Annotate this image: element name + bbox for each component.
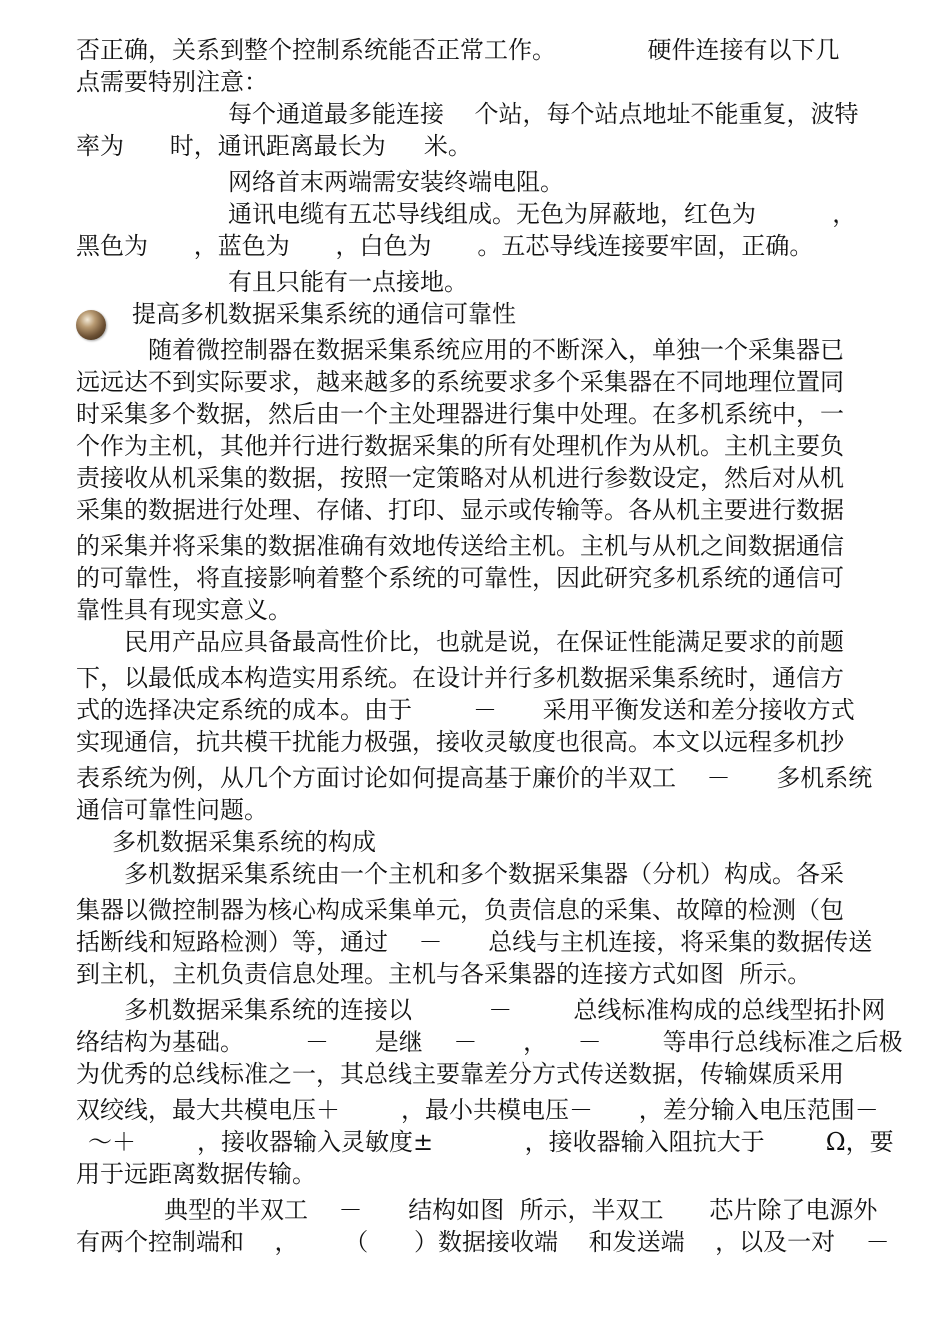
text-line: 的可靠性，将直接影响着整个系统的可靠性，因此研究多机系统的通信可	[76, 564, 844, 592]
text-line: 个作为主机，其他并行进行数据采集的所有处理机作为从机。主机主要负	[76, 432, 844, 460]
text-line: 下，以最低成本构造实用系统。在设计并行多机数据采集系统时，通信方	[76, 664, 844, 692]
section-heading: 多机数据采集系统的构成	[112, 828, 376, 856]
text-line: 有两个控制端和 ， （ ）数据接收端 和发送端 ，以及一对 －	[76, 1228, 890, 1256]
text-line: 为优秀的总线标准之一，其总线主要靠差分方式传送数据，传输媒质采用	[76, 1060, 844, 1088]
text-line: 采集的数据进行处理、存储、打印、显示或传输等。各从机主要进行数据	[76, 496, 844, 524]
text-line: 网络首末两端需安装终端电阻。	[228, 168, 564, 196]
text-line: 集器以微控制器为核心构成采集单元，负责信息的采集、故障的检测（包	[76, 896, 844, 924]
text-line: 远远达不到实际要求，越来越多的系统要求多个采集器在不同地理位置同	[76, 368, 844, 396]
text-line: 时采集多个数据，然后由一个主处理器进行集中处理。在多机系统中，一	[76, 400, 844, 428]
text-line: 双绞线，最大共模电压＋ ，最小共模电压－ ，差分输入电压范围－	[76, 1096, 879, 1124]
text-line: 的采集并将采集的数据准确有效地传送给主机。主机与从机之间数据通信	[76, 532, 844, 560]
text-line: 靠性具有现实意义。	[76, 596, 292, 624]
text-line: 有且只能有一点接地。	[228, 268, 468, 296]
text-line: 多机数据采集系统的连接以 － 总线标准构成的总线型拓扑网	[124, 996, 886, 1024]
text-line: 民用产品应具备最高性价比，也就是说，在保证性能满足要求的前题	[124, 628, 844, 656]
text-line: ～＋ ，接收器输入灵敏度± ，接收器输入阻抗大于 Ω，要	[88, 1128, 894, 1156]
text-line: 黑色为 ，蓝色为 ，白色为 。五芯导线连接要牢固，正确。	[76, 232, 814, 260]
section-heading: 提高多机数据采集系统的通信可靠性	[132, 300, 516, 328]
text-line: 通信可靠性问题。	[76, 796, 268, 824]
text-line: 每个通道最多能连接 个站，每个站点地址不能重复，波特	[228, 100, 859, 128]
sphere-bullet-icon	[76, 310, 106, 340]
text-line: 典型的半双工 － 结构如图 所示，半双工 芯片除了电源外	[164, 1196, 878, 1224]
text-line: 通讯电缆有五芯导线组成。无色为屏蔽地，红色为 ，	[228, 200, 857, 228]
text-line: 点需要特别注意：	[76, 68, 268, 96]
text-line: 随着微控制器在数据采集系统应用的不断深入，单独一个采集器已	[148, 336, 844, 364]
text-line: 率为 时，通讯距离最长为 米。	[76, 132, 472, 160]
text-line: 括断线和短路检测）等，通过 － 总线与主机连接，将采集的数据传送	[76, 928, 873, 956]
text-line: 多机数据采集系统由一个主机和多个数据采集器（分机）构成。各采	[124, 860, 844, 888]
text-line: 式的选择决定系统的成本。由于 － 采用平衡发送和差分接收方式	[76, 696, 855, 724]
text-line: 络结构为基础。 － 是继 － ， － 等串行总线标准之后极	[76, 1028, 903, 1056]
text-line: 实现通信，抗共模干扰能力极强，接收灵敏度也很高。本文以远程多机抄	[76, 728, 844, 756]
text-line: 责接收从机采集的数据，按照一定策略对从机进行参数设定，然后对从机	[76, 464, 844, 492]
text-line: 到主机，主机负责信息处理。主机与各采集器的连接方式如图 所示。	[76, 960, 812, 988]
text-line: 用于远距离数据传输。	[76, 1160, 316, 1188]
text-line: 表系统为例，从几个方面讨论如何提高基于廉价的半双工 － 多机系统	[76, 764, 873, 792]
text-line: 否正确，关系到整个控制系统能否正常工作。 硬件连接有以下几	[76, 36, 840, 64]
